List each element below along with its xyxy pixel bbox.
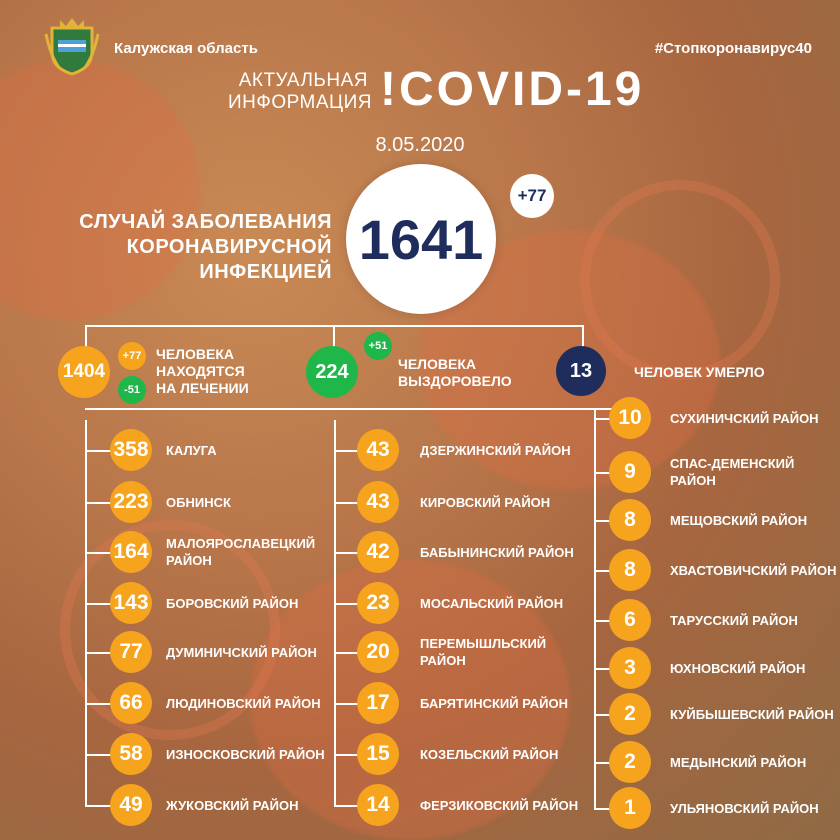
district-name-line: СУХИНИЧСКИЙ РАЙОН bbox=[670, 410, 819, 426]
district-name bbox=[420, 544, 574, 561]
district-name-line: ДЗЕРЖИНСКИЙ РАЙОН bbox=[420, 442, 571, 458]
district-name-line: БАРЯТИНСКИЙ РАЙОН bbox=[420, 695, 568, 711]
covid-title: !COVID-19 bbox=[380, 63, 645, 116]
treatment-plus-badge: +77 bbox=[118, 342, 146, 370]
background-ring bbox=[580, 180, 780, 380]
district-tick-line bbox=[85, 450, 112, 452]
district-count-circle: 2 bbox=[609, 741, 651, 783]
district-tick-line bbox=[334, 603, 359, 605]
district-tick-line bbox=[334, 652, 359, 654]
district-count-circle: 49 bbox=[110, 784, 152, 826]
cases-label-line: СЛУЧАЙ ЗАБОЛЕВАНИЯ bbox=[79, 211, 332, 233]
district-name-line: БАБЫНИНСКИЙ РАЙОН bbox=[420, 544, 574, 560]
district-count-circle: 164 bbox=[110, 531, 152, 573]
recovered-plus-badge: +51 bbox=[364, 332, 392, 360]
district-count-circle: 10 bbox=[609, 397, 651, 439]
district-name bbox=[166, 442, 217, 459]
district-column-line bbox=[594, 410, 596, 808]
district-name-line: КАЛУГА bbox=[166, 442, 217, 458]
info-line: ИНФОРМАЦИЯ bbox=[228, 92, 372, 113]
died-count-circle: 13 bbox=[556, 346, 606, 396]
district-name-line: КУЙБЫШЕВСКИЙ РАЙОН bbox=[670, 706, 834, 722]
district-column-line bbox=[85, 420, 87, 805]
district-tick-line bbox=[85, 502, 112, 504]
district-name bbox=[166, 695, 321, 712]
district-name-line: КИРОВСКИЙ РАЙОН bbox=[420, 494, 551, 510]
region-name: Калужская область bbox=[114, 40, 258, 57]
hashtag: #Стопкоронавирус40 bbox=[654, 40, 812, 57]
district-name-line: РАЙОН bbox=[420, 653, 466, 668]
district-name bbox=[420, 746, 558, 763]
district-name-line: ИЗНОСКОВСКИЙ РАЙОН bbox=[166, 746, 325, 762]
district-name bbox=[670, 562, 837, 579]
district-tick-line bbox=[334, 754, 359, 756]
headline-subtitle bbox=[228, 70, 372, 114]
district-name bbox=[420, 595, 563, 612]
total-cases-circle: 1641 bbox=[346, 164, 496, 314]
district-name bbox=[670, 455, 794, 489]
district-name-line: ЮХНОВСКИЙ РАЙОН bbox=[670, 660, 806, 676]
district-name-line: ХВАСТОВИЧСКИЙ РАЙОН bbox=[670, 562, 837, 578]
coat-of-arms-emblem bbox=[44, 14, 100, 76]
district-count-circle: 223 bbox=[110, 481, 152, 523]
district-name bbox=[420, 797, 578, 814]
district-name-line: ФЕРЗИКОВСКИЙ РАЙОН bbox=[420, 797, 579, 813]
district-name bbox=[166, 595, 298, 612]
district-name-line: БОРОВСКИЙ РАЙОН bbox=[166, 595, 299, 611]
district-name bbox=[670, 512, 807, 529]
district-name-line: МОСАЛЬСКИЙ РАЙОН bbox=[420, 595, 564, 611]
district-name-line: ЖУКОВСКИЙ РАЙОН bbox=[166, 797, 299, 813]
district-name bbox=[670, 410, 819, 427]
district-count-circle: 2 bbox=[609, 693, 651, 735]
aktual-line: АКТУАЛЬНАЯ bbox=[238, 70, 368, 91]
district-tick-line bbox=[85, 754, 112, 756]
district-tick-line bbox=[334, 502, 359, 504]
district-name-line: КОЗЕЛЬСКИЙ РАЙОН bbox=[420, 746, 559, 762]
district-name bbox=[670, 706, 834, 723]
district-count-circle: 14 bbox=[357, 784, 399, 826]
district-name bbox=[670, 800, 819, 817]
district-count-circle: 77 bbox=[110, 631, 152, 673]
district-name-line: ДУМИНИЧСКИЙ РАЙОН bbox=[166, 644, 317, 660]
district-count-circle: 17 bbox=[357, 682, 399, 724]
district-tick-line bbox=[334, 552, 359, 554]
died-label: ЧЕЛОВЕК УМЕРЛО bbox=[634, 364, 765, 380]
district-name bbox=[420, 695, 568, 712]
district-name bbox=[420, 442, 571, 459]
district-count-circle: 43 bbox=[357, 429, 399, 471]
district-tick-line bbox=[85, 805, 112, 807]
district-name-line: ПЕРЕМЫШЛЬСКИЙ bbox=[420, 636, 547, 651]
recovered-label-line: ЧЕЛОВЕКА bbox=[398, 356, 476, 372]
district-name-line: СПАС-ДЕМЕНСКИЙ bbox=[670, 456, 795, 471]
cases-label bbox=[30, 210, 332, 285]
district-name-line: ЛЮДИНОВСКИЙ РАЙОН bbox=[166, 695, 321, 711]
district-tick-line bbox=[334, 805, 359, 807]
treatment-label bbox=[156, 346, 249, 397]
district-count-circle: 8 bbox=[609, 499, 651, 541]
district-count-circle: 143 bbox=[110, 582, 152, 624]
district-count-circle: 42 bbox=[357, 531, 399, 573]
district-tick-line bbox=[85, 703, 112, 705]
district-name-line: МЕЩОВСКИЙ РАЙОН bbox=[670, 512, 808, 528]
district-count-circle: 23 bbox=[357, 582, 399, 624]
district-name bbox=[166, 535, 315, 569]
district-count-circle: 66 bbox=[110, 682, 152, 724]
district-name bbox=[166, 797, 298, 814]
district-count-circle: 1 bbox=[609, 787, 651, 829]
recovered-count-circle: 224 bbox=[306, 346, 358, 398]
district-count-circle: 8 bbox=[609, 549, 651, 591]
district-count-circle: 358 bbox=[110, 429, 152, 471]
district-name bbox=[670, 754, 806, 771]
recovered-label-line: ВЫЗДОРОВЕЛО bbox=[398, 373, 512, 389]
district-name bbox=[420, 635, 546, 669]
district-count-circle: 9 bbox=[609, 451, 651, 493]
district-name-line: МАЛОЯРОСЛАВЕЦКИЙ bbox=[166, 536, 316, 551]
district-name-line: УЛЬЯНОВСКИЙ РАЙОН bbox=[670, 800, 819, 816]
district-name bbox=[166, 746, 325, 763]
district-name bbox=[670, 612, 798, 629]
district-count-circle: 58 bbox=[110, 733, 152, 775]
treatment-count-circle: 1404 bbox=[58, 346, 110, 398]
district-name bbox=[166, 644, 317, 661]
cases-label-line: КОРОНАВИРУСНОЙ ИНФЕКЦИЕЙ bbox=[126, 236, 332, 283]
district-name-line: ТАРУССКИЙ РАЙОН bbox=[670, 612, 798, 628]
treatment-label-line: НАХОДЯТСЯ bbox=[156, 363, 245, 379]
report-date: 8.05.2020 bbox=[375, 134, 465, 156]
district-name-line: РАЙОН bbox=[670, 473, 716, 488]
district-name-line: ОБНИНСК bbox=[166, 494, 231, 510]
district-name-line: РАЙОН bbox=[166, 553, 212, 568]
treatment-label-line: НА ЛЕЧЕНИИ bbox=[156, 380, 249, 396]
cases-delta-badge: +77 bbox=[510, 174, 554, 218]
district-count-circle: 6 bbox=[609, 599, 651, 641]
district-name bbox=[670, 660, 805, 677]
district-name bbox=[420, 494, 550, 511]
district-count-circle: 3 bbox=[609, 647, 651, 689]
district-count-circle: 43 bbox=[357, 481, 399, 523]
district-column-line bbox=[334, 420, 336, 805]
district-tick-line bbox=[85, 603, 112, 605]
district-count-circle: 20 bbox=[357, 631, 399, 673]
district-tick-line bbox=[85, 552, 112, 554]
district-count-circle: 15 bbox=[357, 733, 399, 775]
treatment-label-line: ЧЕЛОВЕКА bbox=[156, 346, 234, 362]
district-name-line: МЕДЫНСКИЙ РАЙОН bbox=[670, 754, 807, 770]
connector-line bbox=[85, 408, 615, 410]
district-tick-line bbox=[85, 652, 112, 654]
treatment-minus-badge: -51 bbox=[118, 376, 146, 404]
district-tick-line bbox=[334, 450, 359, 452]
district-name bbox=[166, 494, 231, 511]
district-tick-line bbox=[334, 703, 359, 705]
recovered-label bbox=[398, 356, 512, 390]
